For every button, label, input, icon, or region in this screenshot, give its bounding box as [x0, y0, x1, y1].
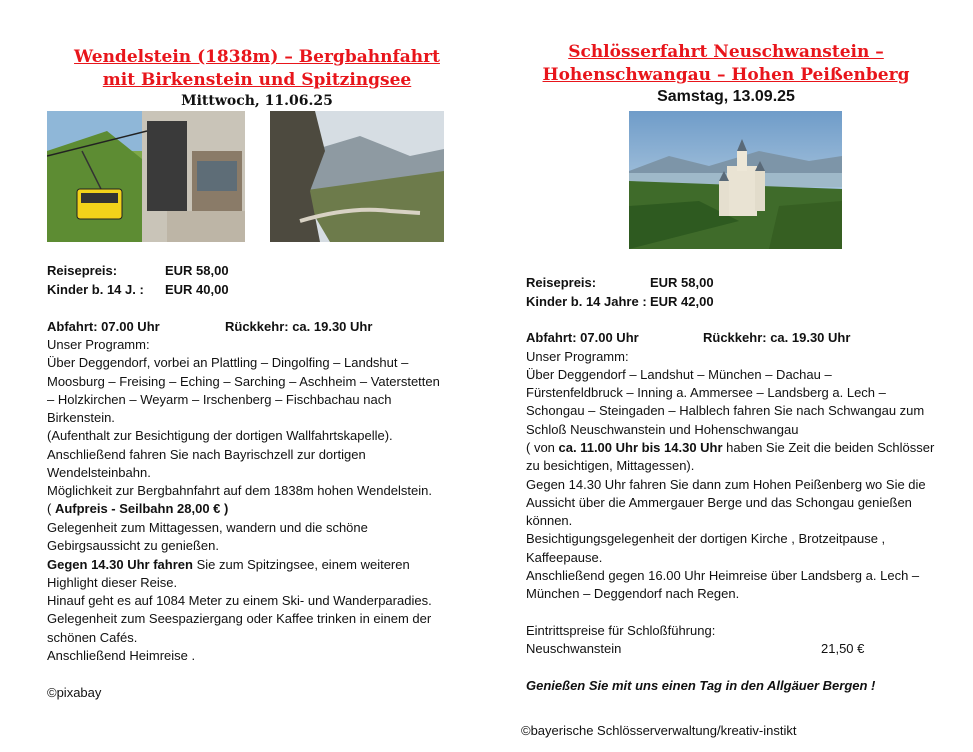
right-kids-value: EUR 42,00	[650, 294, 714, 309]
right-price-value: EUR 58,00	[650, 275, 714, 290]
admission-item: Neuschwanstein	[526, 641, 622, 656]
right-title-line-1: Schlösserfahrt Neuschwanstein –	[568, 42, 884, 62]
right-program-line: Aussicht über die Ammergauer Berge und das Schongau genießen	[526, 495, 912, 510]
right-tour-title	[516, 41, 936, 87]
left-title-line-1: Wendelstein (1838m) – Bergbahnfahrt	[74, 47, 440, 67]
left-program-line: Wendelsteinbahn.	[47, 465, 151, 480]
left-program-line: Moosburg – Freising – Eching – Sarching – Aschheim – Vaterstetten	[47, 374, 440, 389]
right-return: Rückkehr: ca. 19.30 Uhr	[703, 330, 851, 345]
left-surcharge: Aufpreis - Seilbahn 28,00 € )	[54, 501, 229, 516]
right-photo-credit: ©bayerische Schlösserverwaltung/kreativ-instikt	[521, 723, 797, 738]
right-program-line: Schongau – Steingaden – Halblech fahren Sie nach Schwangau zum	[526, 403, 925, 418]
left-departure: Abfahrt: 07.00 Uhr	[47, 319, 160, 334]
left-photo-credit: ©pixabay	[47, 685, 102, 700]
left-title-line-2: mit Birkenstein und Spitzingsee	[102, 70, 412, 90]
right-program-line: Kaffeepause.	[526, 550, 603, 565]
left-program-heading: Unser Programm:	[47, 337, 150, 352]
left-tour-title	[47, 46, 467, 92]
left-program-line: Birkenstein.	[47, 410, 115, 425]
visit-rest: haben Sie Zeit die beiden Schlösser	[722, 440, 935, 455]
right-program-line: Über Deggendorf – Landshut – München – Dachau –	[526, 367, 832, 382]
left-program-line: Gelegenheit zum Seespaziergang oder Kaffee trinken in einem der	[47, 611, 432, 626]
left-program-line: Möglichkeit zur Bergbahnfahrt auf dem 1838m hohen Wendelstein.	[47, 483, 432, 498]
castle-photo	[629, 111, 842, 249]
left-program-line: Anschließend fahren Sie nach Bayrischzell zur dortigen	[47, 447, 366, 462]
left-tour-date: Mittwoch, 11.06.25	[181, 93, 333, 109]
left-program-line: Gebirgsaussicht zu genießen.	[47, 538, 219, 553]
right-departure: Abfahrt: 07.00 Uhr	[526, 330, 639, 345]
left-program-line: (Aufenthalt zur Besichtigung der dortigen Wallfahrtskapelle).	[47, 428, 393, 443]
left-surcharge-line	[47, 500, 228, 518]
right-program-line: München – Deggendorf nach Regen.	[526, 586, 740, 601]
admission-heading: Eintrittspreise für Schloßführung:	[526, 623, 716, 638]
right-program-line: Gegen 14.30 Uhr fahren Sie dann zum Hohen Peißenberg wo Sie die	[526, 477, 926, 492]
left-spitzing-line	[47, 556, 410, 574]
left-program-line: Anschließend Heimreise .	[47, 648, 196, 663]
spitzing-rest: Sie zum Spitzingsee, einem weiteren	[192, 557, 410, 572]
closing-line: Genießen Sie mit uns einen Tag in den Allgäuer Bergen !	[526, 678, 876, 693]
left-program-line: schönen Cafés.	[47, 630, 138, 645]
left-program-line: Über Deggendorf, vorbei an Plattling – Dingolfing – Landshut –	[47, 355, 409, 370]
cable-car-photo	[47, 111, 245, 242]
right-program-line: können.	[526, 513, 573, 528]
surcharge-open: (	[47, 501, 55, 516]
visit-open: ( von	[526, 440, 559, 455]
mountain-path-photo	[270, 111, 444, 242]
admission-price: 21,50 €	[821, 641, 865, 656]
right-visit-line	[526, 439, 934, 457]
left-return: Rückkehr: ca. 19.30 Uhr	[225, 319, 373, 334]
right-program-line: Besichtigungsgelegenheit der dortigen Kirche , Brotzeitpause ,	[526, 531, 886, 546]
right-program-heading: Unser Programm:	[526, 349, 629, 364]
right-program-line: zu besichtigen, Mittagessen).	[526, 458, 695, 473]
right-price-label: Reisepreis:	[526, 275, 597, 290]
spitzing-time: Gegen 14.30 Uhr fahren	[47, 557, 193, 572]
right-kids-label: Kinder b. 14 Jahre :	[526, 294, 647, 309]
left-program-line: Gelegenheit zum Mittagessen, wandern und die schöne	[47, 520, 368, 535]
right-program-line: Fürstenfeldbruck – Inning a. Ammersee – Landsberg a. Lech –	[526, 385, 886, 400]
right-program-line: Schloß Neuschwanstein und Hohenschwangau	[526, 422, 799, 437]
left-price-label: Reisepreis:	[47, 263, 118, 278]
left-price-value: EUR 58,00	[165, 263, 229, 278]
left-program-line: – Holzkirchen – Weyarm – Irschenberg – Fischbachau nach	[47, 392, 392, 407]
right-tour-date: Samstag, 13.09.25	[657, 88, 795, 105]
left-kids-label: Kinder b. 14 J. :	[47, 282, 144, 297]
left-program-line: Hinauf geht es auf 1084 Meter zu einem Ski- und Wanderparadies.	[47, 593, 432, 608]
left-program-line: Highlight dieser Reise.	[47, 575, 178, 590]
visit-time: ca. 11.00 Uhr bis 14.30 Uhr	[558, 440, 723, 455]
right-program-line: Anschließend gegen 16.00 Uhr Heimreise über Landsberg a. Lech –	[526, 568, 920, 583]
left-kids-value: EUR 40,00	[165, 282, 229, 297]
right-title-line-2: Hohenschwangau – Hohen Peißenberg	[542, 65, 910, 85]
